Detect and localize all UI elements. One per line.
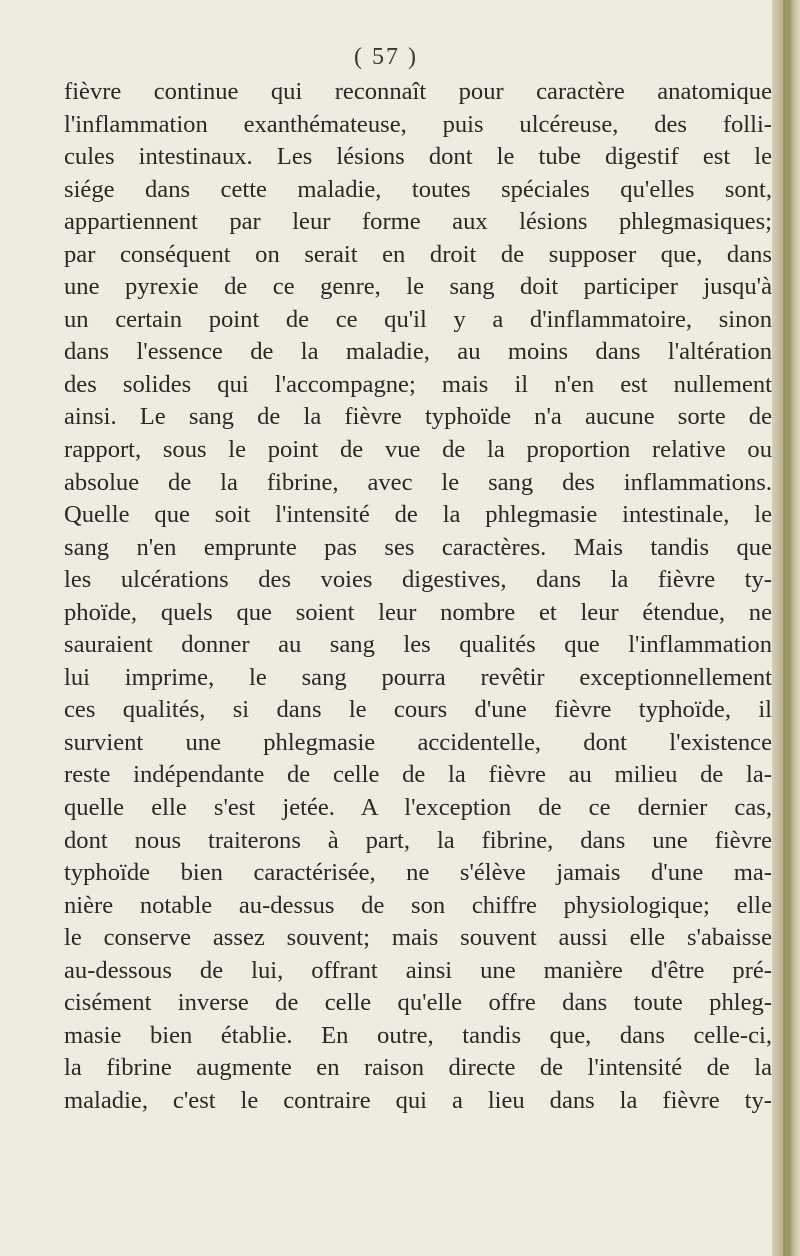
text-line: la fibrine augmente en raison directe de l'intensité de la (64, 1054, 772, 1082)
text-line: siége dans cette maladie, toutes spéciales qu'elles sont, (64, 175, 772, 203)
text-line: lui imprime, le sang pourra revêtir exceptionnellement (64, 663, 772, 691)
text-line: des solides qui l'accompagne; mais il n'en est nullement (64, 370, 772, 398)
text-line: fièvre continue qui reconnaît pour caractère anatomique (64, 78, 772, 105)
text-line: absolue de la fibrine, avec le sang des inflammations. (64, 468, 772, 496)
text-line: cules intestinaux. Les lésions dont le tube digestif est le (64, 143, 772, 171)
text-line: sang n'en emprunte pas ses caractères. Mais tandis que (64, 533, 772, 561)
text-line: par conséquent on serait en droit de supposer que, dans (64, 240, 772, 268)
body-text (64, 76, 772, 1118)
text-line: dans l'essence de la maladie, au moins dans l'altération (64, 338, 772, 366)
text-line: les ulcérations des voies digestives, dans la fièvre ty- (64, 566, 772, 594)
text-line: quelle elle s'est jetée. A l'exception de ce dernier cas, (64, 794, 772, 822)
text-line: masie bien établie. En outre, tandis que, dans celle-ci, (64, 1021, 772, 1049)
text-line: Quelle que soit l'intensité de la phlegmasie intestinale, le (64, 501, 772, 529)
text-line: ainsi. Le sang de la fièvre typhoïde n'a aucune sorte de (64, 403, 772, 431)
text-line: reste indépendante de celle de la fièvre au milieu de la- (64, 761, 772, 789)
text-line: maladie, c'est le contraire qui a lieu dans la fièvre ty- (64, 1086, 772, 1114)
binding-edge-line (783, 0, 786, 1256)
text-line: un certain point de ce qu'il y a d'inflammatoire, sinon (64, 305, 772, 333)
text-line: typhoïde bien caractérisée, ne s'élève jamais d'une ma- (64, 859, 772, 887)
text-line: une pyrexie de ce genre, le sang doit participer jusqu'à (64, 273, 772, 301)
text-line: rapport, sous le point de vue de la proportion relative ou (64, 436, 772, 464)
text-line: survient une phlegmasie accidentelle, dont l'existence (64, 728, 772, 756)
text-line: phoïde, quels que soient leur nombre et leur étendue, ne (64, 598, 772, 626)
text-line: cisément inverse de celle qu'elle offre dans toute phleg- (64, 989, 772, 1017)
text-line: le conserve assez souvent; mais souvent aussi elle s'abaisse (64, 924, 772, 952)
page-number: ( 57 ) (354, 44, 418, 70)
text-line: au-dessous de lui, offrant ainsi une manière d'être pré- (64, 956, 772, 984)
text-line: nière notable au-dessus de son chiffre physiologique; elle (64, 891, 772, 919)
page-edge-shadow (772, 0, 800, 1256)
text-line: sauraient donner au sang les qualités que l'inflammation (64, 631, 772, 659)
text-line: ces qualités, si dans le cours d'une fièvre typhoïde, il (64, 696, 772, 724)
text-line: appartiennent par leur forme aux lésions phlegmasiques; (64, 208, 772, 236)
text-line: dont nous traiterons à part, la fibrine, dans une fièvre (64, 826, 772, 854)
text-line: l'inflammation exanthémateuse, puis ulcéreuse, des folli- (64, 110, 772, 138)
